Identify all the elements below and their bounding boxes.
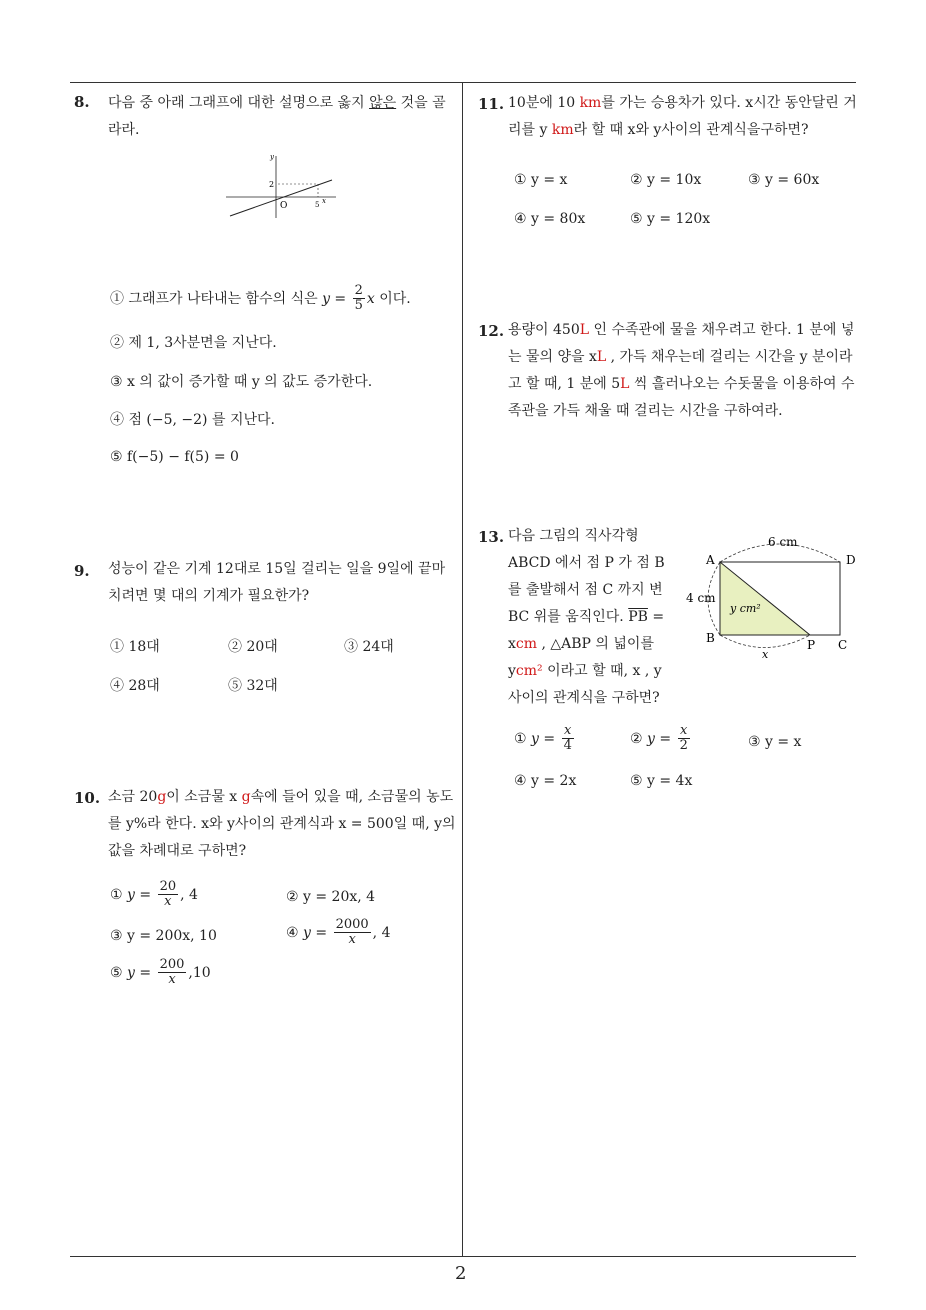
- q13-number: 13.: [478, 528, 505, 546]
- bottom-rule: [70, 1256, 856, 1257]
- q10-text: 소금 20g이 소금물 x g속에 들어 있을 때, 소금물의 농도를 y%라 한다. x와 y사이의 관계식과 x = 500일 때, y의 값을 차례대로 구하면?: [108, 789, 456, 859]
- top-rule: [70, 82, 856, 83]
- q8-option-4[interactable]: ④ 점 (−5, −2) 를 지난다.: [110, 412, 275, 428]
- q8-option-1[interactable]: ① 그래프가 나타내는 함수의 식은 y = $\frac{2}{5}$ x 이다.: [110, 283, 411, 314]
- q11-text: 10분에 10 km를 가는 승용차가 있다. x시간 동안달린 거리를 y km라 할 때 x와 y사이의 관계식을구하면?: [508, 95, 857, 138]
- q13-option-2[interactable]: ② y = $\frac{x}{2}$: [630, 723, 688, 754]
- q10-option-4[interactable]: ④ y = $\frac{2000}{x}$ , 4: [286, 917, 391, 948]
- q13-label-6cm: 6 cm: [768, 535, 798, 549]
- q12-number: 12.: [478, 322, 505, 340]
- q11-number: 11.: [478, 95, 505, 113]
- q13-label-B: B: [706, 631, 715, 645]
- q9-option-3[interactable]: ③ 24대: [344, 639, 394, 655]
- q9-number: 9.: [74, 562, 90, 580]
- q8-graph-x-label: x: [322, 197, 326, 205]
- q11-option-5[interactable]: ⑤ y = 120x: [630, 211, 711, 227]
- q13-rectangle-figure: [684, 530, 864, 660]
- q8-option-2[interactable]: ② 제 1, 3사분면을 지난다.: [110, 335, 277, 351]
- q13-option-3[interactable]: ③ y = x: [748, 734, 802, 750]
- q13-text-left: 다음 그림의 직사각형 ABCD 에서 점 P 가 점 B 를 출발해서 점 C 까지 변 BC 위를 움직인다. $\overline{PB}$ = xcm , △ABP 의 넓이를 ycm² 이라고 할 때, x , y 사이의 관계식을 구하면?: [508, 528, 665, 706]
- q9-option-1[interactable]: ① 18대: [110, 639, 160, 655]
- q11-option-3[interactable]: ③ y = 60x: [748, 172, 820, 188]
- q13-label-x: x: [762, 648, 769, 660]
- q8-option-5[interactable]: ⑤ f(−5) − f(5) = 0: [110, 449, 239, 465]
- q8-graph-tick-5: 5: [315, 201, 320, 209]
- q9-option-2[interactable]: ② 20대: [228, 639, 278, 655]
- q13-label-P: P: [807, 638, 816, 652]
- q8-graph-tick-2: 2: [269, 180, 275, 189]
- q8-number: 8.: [74, 93, 90, 111]
- q13-label-4cm: 4 cm: [686, 591, 716, 605]
- q9-option-4[interactable]: ④ 28대: [110, 678, 160, 694]
- q11-option-4[interactable]: ④ y = 80x: [514, 211, 586, 227]
- q13-label-area: y cm²: [730, 602, 761, 615]
- page-number: 2: [455, 1263, 467, 1284]
- q13-option-4[interactable]: ④ y = 2x: [514, 773, 577, 789]
- q10-option-5[interactable]: ⑤ y = $\frac{200}{x}$ ,10: [110, 957, 211, 988]
- column-divider: [462, 82, 463, 1257]
- q10-number: 10.: [74, 789, 101, 807]
- q13-label-D: D: [846, 553, 856, 567]
- q13-option-5[interactable]: ⑤ y = 4x: [630, 773, 693, 789]
- q10-option-2[interactable]: ② y = 20x, 4: [286, 889, 376, 905]
- q11-option-1[interactable]: ① y = x: [514, 172, 568, 188]
- q12-text: 용량이 450L 인 수족관에 물을 채우려고 한다. 1 분에 넣는 물의 양을 xL , 가득 채우는데 걸리는 시간을 y 분이라고 할 때, 1 분에 5L 씩 흘러나오는 수돗물을 이용하여 수족관을 가득 채울 때 걸리는 시간을 구하여라.: [508, 322, 855, 419]
- q8-text: 다음 중 아래 그래프에 대한 설명으로 옳지 않은 것을 골라라.: [108, 95, 446, 138]
- q10-option-3[interactable]: ③ y = 200x, 10: [110, 928, 217, 944]
- q13-label-C: C: [838, 638, 848, 652]
- q13-label-A: A: [706, 553, 715, 567]
- q8-graph-y-label: y: [270, 153, 274, 161]
- q9-text: 성능이 같은 기계 12대로 15일 걸리는 일을 9일에 끝마치려면 몇 대의 기계가 필요한가?: [108, 561, 446, 604]
- q10-option-1[interactable]: ① y = $\frac{20}{x}$ , 4: [110, 879, 198, 910]
- q8-option-3[interactable]: ③ x 의 값이 증가할 때 y 의 값도 증가한다.: [110, 374, 373, 390]
- q11-option-2[interactable]: ② y = 10x: [630, 172, 702, 188]
- q9-option-5[interactable]: ⑤ 32대: [228, 678, 278, 694]
- q8-graph-origin: O: [280, 201, 288, 211]
- q13-option-1[interactable]: ① y = $\frac{x}{4}$: [514, 723, 572, 754]
- q8-graph: [226, 150, 338, 220]
